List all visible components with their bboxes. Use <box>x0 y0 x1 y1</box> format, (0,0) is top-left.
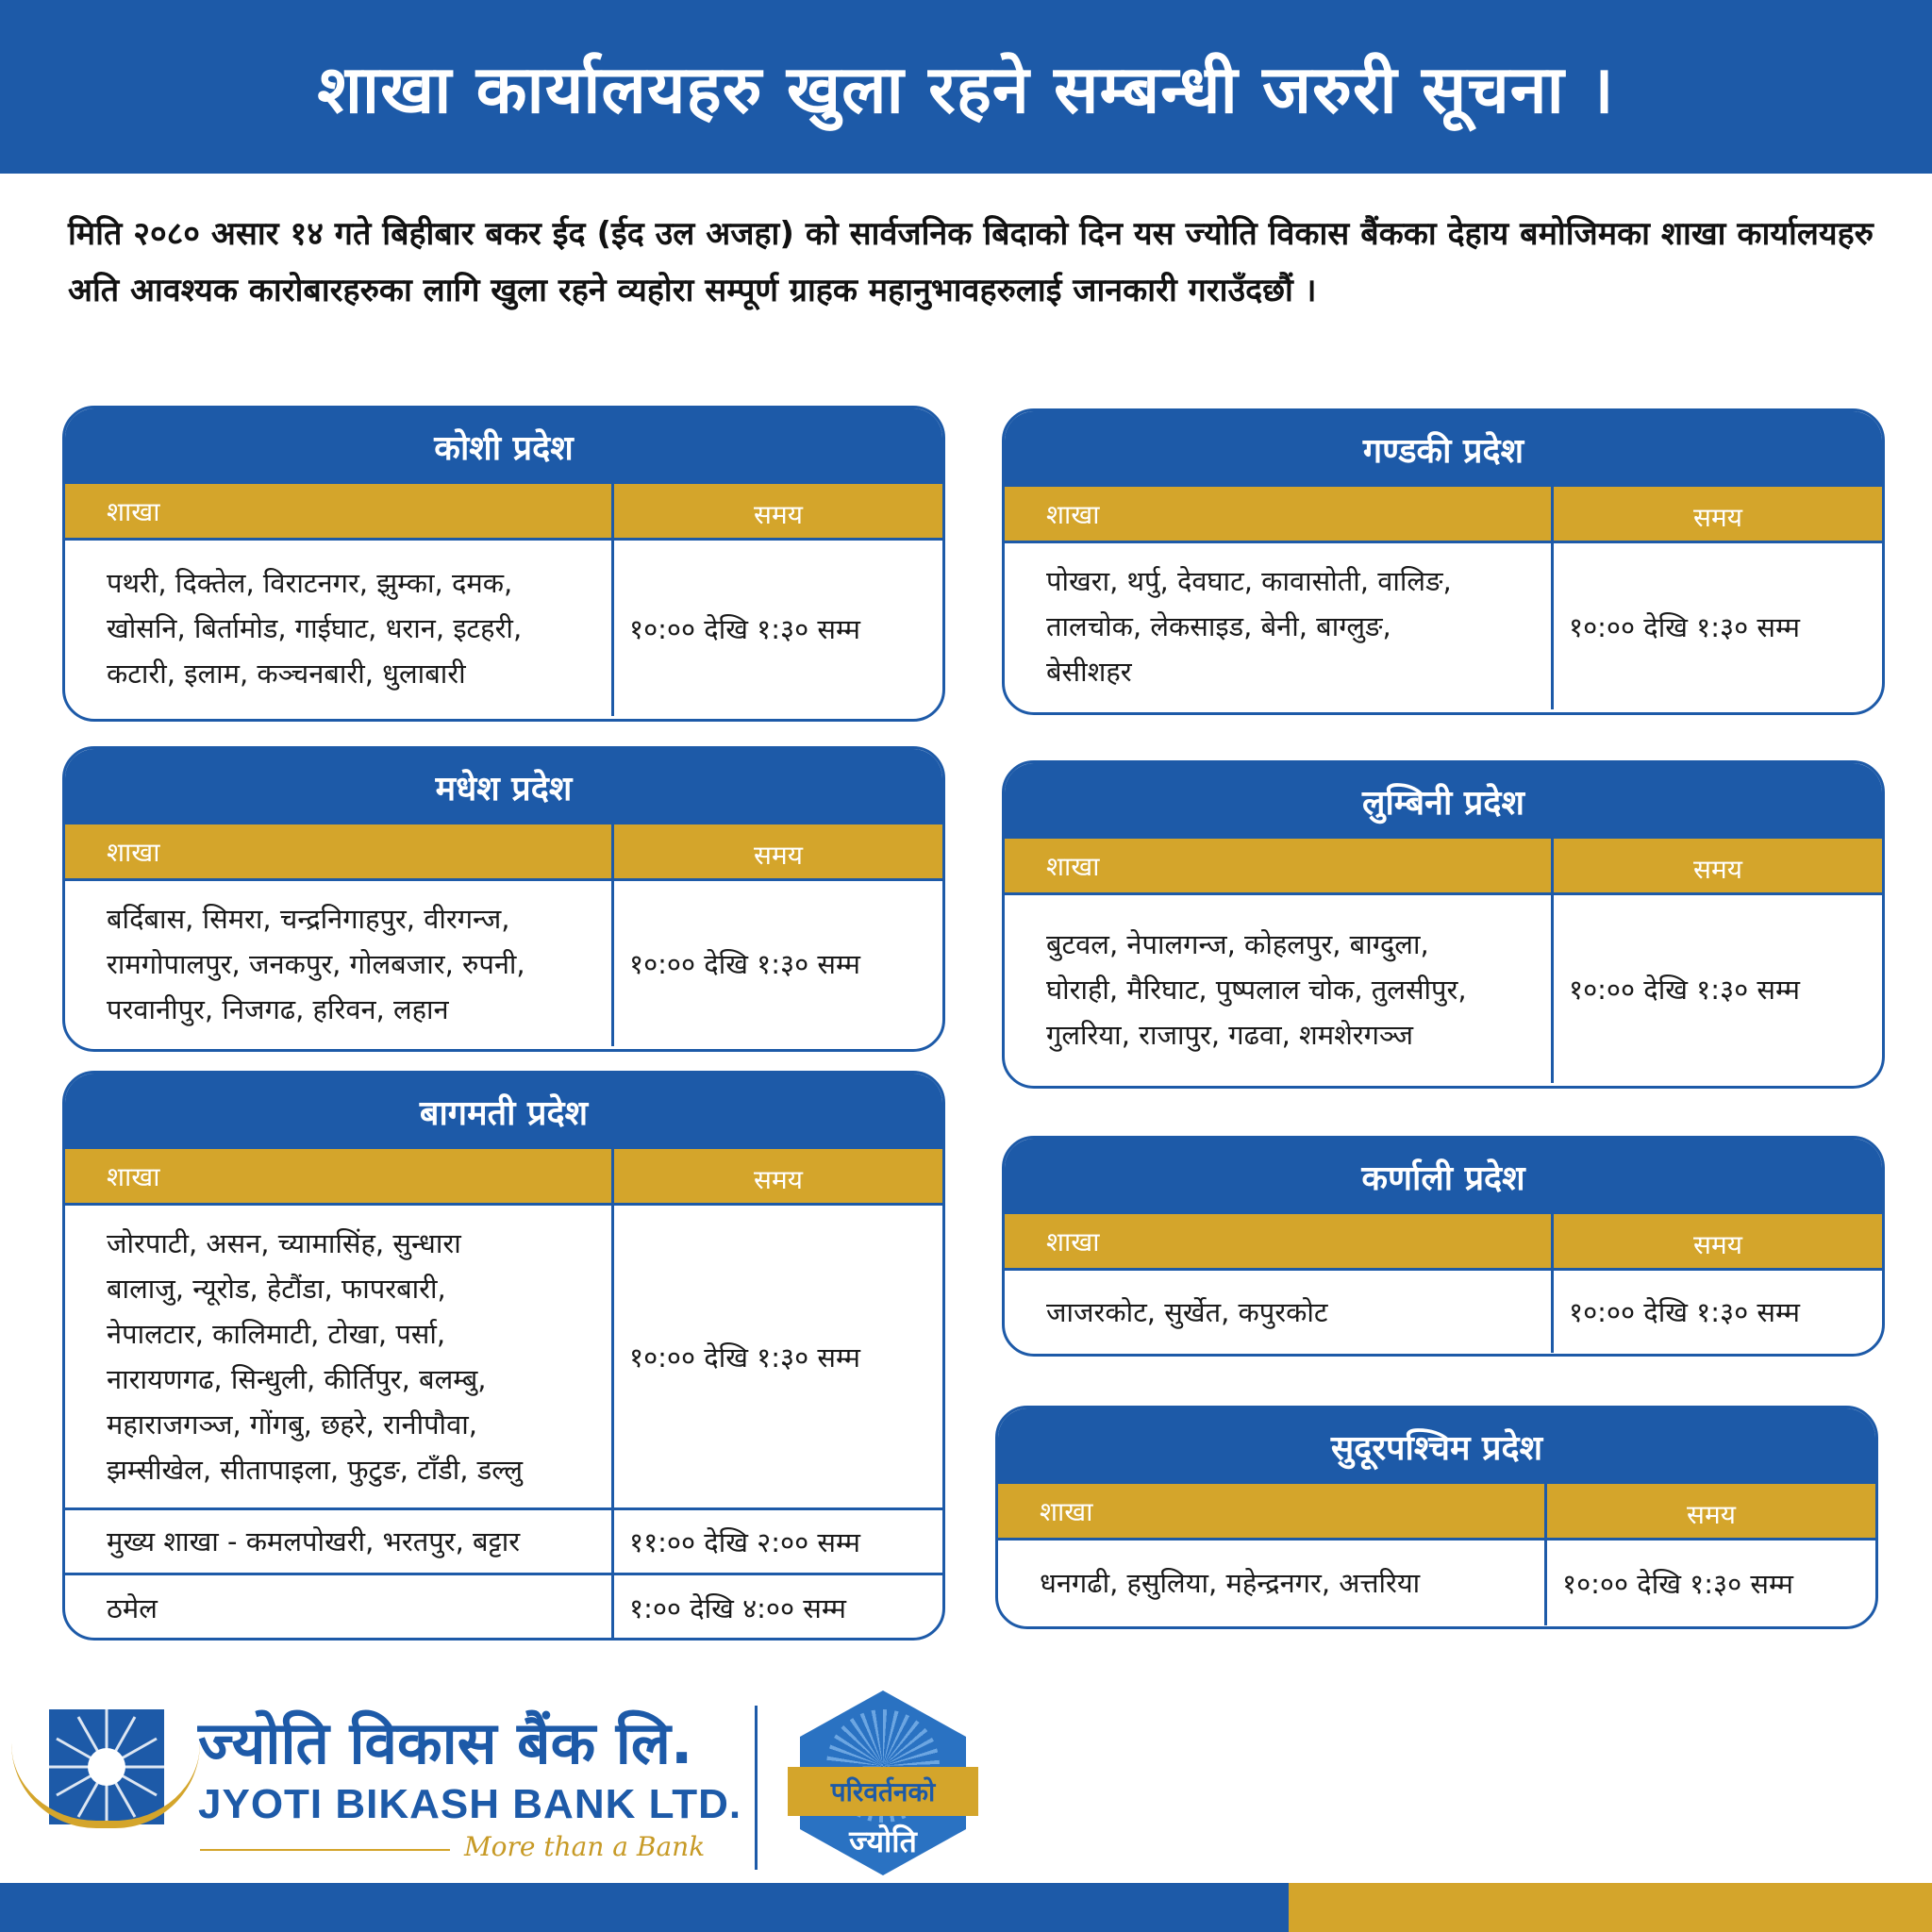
opening-hours: १०:०० देखि १:३० सम्म <box>629 1341 861 1374</box>
branch-line: ठमेल <box>107 1591 158 1624</box>
opening-hours: १०:०० देखि १:३० सम्म <box>1569 610 1801 643</box>
branch-list <box>65 881 614 1046</box>
province-card-gandaki <box>1002 408 1885 715</box>
branch-line: कटारी, इलाम, कञ्चनबारी, धुलाबारी <box>107 658 466 690</box>
opening-hours: ११:०० देखि २:०० सम्म <box>629 1525 861 1558</box>
time-column-header: समय <box>1693 501 1742 533</box>
tagline-rule <box>200 1849 450 1851</box>
branch-line: रामगोपालपुर, जनकपुर, गोलबजार, रुपनी, <box>107 947 525 980</box>
branch-column-header: शाखा <box>1005 1214 1554 1268</box>
branch-column-header: शाखा <box>1005 487 1554 541</box>
branch-list <box>65 1510 614 1573</box>
province-title: गण्डकी प्रदेश <box>1005 411 1882 487</box>
bank-name-nepali: ज्योति विकास बैंक लि. <box>198 1708 693 1777</box>
province-title: सुदूरपश्चिम प्रदेश <box>998 1408 1875 1484</box>
opening-hours: १०:०० देखि १:३० सम्म <box>629 948 861 980</box>
brand-divider <box>755 1706 758 1870</box>
notice-body: मिति २०८० असार १४ गते बिहीबार बकर ईद (ईद उल अजहा) को सार्वजनिक बिदाको दिन यस ज्योति विकास बैंकका देहाय बमोजिमका शाखा कार्यालयहरु अति आवश्यक कारोबारहरुका लागि खुला रहने व्यहोरा सम्पूर्ण ग्राहक महानुभावहरुलाई जानकारी गराउँदछौं । <box>68 215 1874 309</box>
province-title: कोशी प्रदेश <box>65 408 942 484</box>
province-title: कर्णाली प्रदेश <box>1005 1139 1882 1214</box>
branch-list <box>65 1206 614 1507</box>
branch-line: मुख्य शाखा - कमलपोखरी, भरतपुर, बट्टार <box>107 1525 521 1557</box>
table-row <box>65 541 942 716</box>
branch-line: पथरी, दिक्तेल, विराटनगर, झुम्का, दमक, <box>107 567 513 599</box>
opening-hours: १०:०० देखि १:३० सम्म <box>629 612 861 645</box>
table-header-row <box>1005 487 1882 543</box>
branch-list <box>1005 543 1554 709</box>
branch-line: तालचोक, लेकसाइड, बेनी, बाग्लुङ, <box>1046 610 1391 642</box>
time-column-header: समय <box>1693 853 1742 885</box>
branch-line: बेसीशहर <box>1046 656 1132 688</box>
table-row <box>1005 895 1882 1083</box>
branch-column-header: शाखा <box>65 824 614 878</box>
footer-stripe-blue <box>0 1883 1289 1932</box>
province-card-lumbini <box>1002 760 1885 1089</box>
table-header-row <box>998 1484 1875 1541</box>
branch-list <box>1005 895 1554 1083</box>
province-card-sudurpashchim <box>995 1406 1878 1629</box>
footer-stripe-gold <box>1289 1883 1932 1932</box>
branch-column-header: शाखा <box>1005 839 1554 892</box>
table-row <box>65 1573 942 1641</box>
opening-hours: १०:०० देखि १:३० सम्म <box>1562 1567 1794 1600</box>
branch-line: घोराही, मैरिघाट, पुष्पलाल चोक, तुलसीपुर, <box>1046 973 1467 1006</box>
time-column-header: समय <box>754 839 803 871</box>
table-header-row <box>65 824 942 881</box>
branch-list <box>998 1541 1547 1625</box>
logo-swoosh-icon <box>11 1743 200 1828</box>
time-column-header: समय <box>1693 1228 1742 1260</box>
campaign-badge-band: परिवर्तनको <box>788 1767 978 1816</box>
province-card-karnali <box>1002 1136 1885 1357</box>
branch-line: जाजरकोट, सुर्खेत, कपुरकोट <box>1046 1295 1328 1328</box>
table-header-row <box>1005 1214 1882 1271</box>
branch-line: नारायणगढ, सिन्धुली, कीर्तिपुर, बलम्बु, <box>107 1363 487 1395</box>
branch-line: बालाजु, न्यूरोड, हेटौंडा, फापरबारी, <box>107 1273 446 1305</box>
brand-footer <box>0 1677 1932 1880</box>
province-card-koshi <box>62 406 945 722</box>
table-row <box>65 881 942 1046</box>
branch-list <box>65 541 614 716</box>
branch-line: जोरपाटी, असन, च्यामासिंह, सुन्धारा <box>107 1227 461 1259</box>
time-column-header: समय <box>754 1163 803 1195</box>
table-header-row <box>1005 839 1882 895</box>
table-row <box>65 1206 942 1507</box>
branch-column-header: शाखा <box>65 484 614 538</box>
table-header-row <box>65 1149 942 1206</box>
branch-line: बर्दिबास, सिमरा, चन्द्रनिगाहपुर, वीरगन्ज, <box>107 902 510 935</box>
province-card-madhesh <box>62 746 945 1052</box>
province-title: लुम्बिनी प्रदेश <box>1005 763 1882 839</box>
opening-hours: १०:०० देखि १:३० सम्म <box>1569 1296 1801 1328</box>
branch-line: झम्सीखेल, सीतापाइला, फुटुङ, टाँडी, डल्लु <box>107 1454 524 1486</box>
table-row <box>1005 543 1882 709</box>
table-header-row <box>65 484 942 541</box>
bank-name-english: JYOTI BIKASH BANK LTD. <box>198 1781 742 1827</box>
branch-line: बुटवल, नेपालगन्ज, कोहलपुर, बाग्दुला, <box>1046 927 1429 960</box>
table-row <box>65 1507 942 1573</box>
province-title: मधेश प्रदेश <box>65 749 942 824</box>
time-column-header: समय <box>754 498 803 530</box>
campaign-badge-word: ज्योति <box>849 1824 917 1859</box>
branch-column-header: शाखा <box>65 1149 614 1203</box>
table-row <box>1005 1271 1882 1353</box>
branch-line: परवानीपुर, निजगढ, हरिवन, लहान <box>107 992 449 1025</box>
bank-tagline: More than a Bank <box>464 1831 706 1862</box>
branch-list <box>65 1575 614 1641</box>
notice-title: शाखा कार्यालयहरु खुला रहने सम्बन्धी जरुरी सूचना । <box>0 0 1932 174</box>
opening-hours: १:०० देखि ४:०० सम्म <box>629 1592 846 1624</box>
branch-column-header: शाखा <box>998 1484 1547 1538</box>
branch-line: नेपालटार, कालिमाटी, टोखा, पर्सा, <box>107 1318 446 1350</box>
province-card-bagmati <box>62 1071 945 1641</box>
province-title: बागमती प्रदेश <box>65 1074 942 1149</box>
branch-list <box>1005 1271 1554 1353</box>
opening-hours: १०:०० देखि १:३० सम्म <box>1569 974 1801 1006</box>
branch-line: महाराजगञ्ज, गोंगबु, छहरे, रानीपौवा, <box>107 1408 477 1441</box>
branch-line: धनगढी, हसुलिया, महेन्द्रनगर, अत्तरिया <box>1040 1567 1421 1599</box>
table-row <box>998 1541 1875 1625</box>
branch-line: गुलरिया, राजापुर, गढवा, शमशेरगञ्ज <box>1046 1018 1414 1051</box>
branch-line: पोखरा, थर्पु, देवघाट, कावासोती, वालिङ, <box>1046 565 1452 597</box>
time-column-header: समय <box>1687 1498 1736 1530</box>
branch-line: खोसनि, बिर्तामोड, गाईघाट, धरान, इटहरी, <box>107 612 523 644</box>
